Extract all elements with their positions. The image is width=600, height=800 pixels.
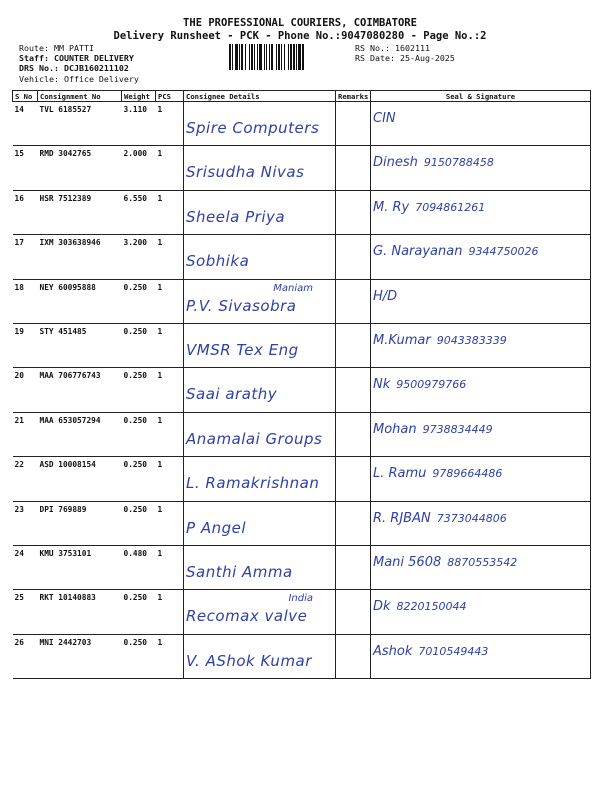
signature-handwriting xyxy=(373,549,588,570)
signature-cell xyxy=(371,102,591,146)
col-consignment-no: Consignment No xyxy=(38,91,122,102)
table-row xyxy=(13,146,591,190)
pcs-cell: 1 xyxy=(156,634,184,678)
signature-handwriting xyxy=(373,283,588,304)
consignee-handwriting: VMSR Tex Eng xyxy=(186,340,299,359)
consignee-cell xyxy=(184,412,336,456)
drs-label: DRS No.: xyxy=(19,63,59,74)
signature-handwriting xyxy=(373,327,588,348)
weight-cell: 3.110 xyxy=(122,102,156,146)
barcode-bar xyxy=(298,44,301,70)
table-row xyxy=(13,412,591,456)
remarks-cell xyxy=(336,412,371,456)
consignee-cell xyxy=(184,235,336,279)
signature-phone: 7010549443 xyxy=(418,644,489,658)
weight-cell: 0.250 xyxy=(122,368,156,412)
consignee-cell xyxy=(184,323,336,367)
signature-phone: 9789664486 xyxy=(432,467,503,481)
document-title: THE PROFESSIONAL COURIERS, COIMBATORE xyxy=(183,17,417,29)
signature-cell xyxy=(371,457,591,501)
signature-cell xyxy=(371,190,591,234)
sno-cell: 24 xyxy=(13,545,38,589)
consignee-handwriting: L. Ramakrishnan xyxy=(186,474,320,493)
consignee-handwriting: V. AShok Kumar xyxy=(186,651,312,670)
table-row xyxy=(13,501,591,545)
signature-text: M. Ry xyxy=(373,199,410,215)
remarks-cell xyxy=(336,190,371,234)
signature-phone: 9344750026 xyxy=(468,245,539,259)
consignee-note: Maniam xyxy=(273,282,313,294)
vehicle-label: Vehicle: xyxy=(19,73,59,84)
remarks-cell xyxy=(336,501,371,545)
signature-text: R. RJBAN xyxy=(373,510,431,526)
col-remarks: Remarks xyxy=(336,91,371,102)
weight-cell: 0.250 xyxy=(122,279,156,323)
barcode-bar xyxy=(302,44,304,70)
consignee-cell xyxy=(184,457,336,501)
sno-cell: 18 xyxy=(13,279,38,323)
consignee-cell xyxy=(184,146,336,190)
consignment-cell: TVL 6185527 xyxy=(38,102,122,146)
consignee-cell xyxy=(184,590,336,634)
consignment-cell: MAA 653057294 xyxy=(38,412,122,456)
signature-text: M.Kumar xyxy=(373,332,431,348)
signature-phone: 7094861261 xyxy=(415,200,486,214)
signature-cell xyxy=(371,368,591,412)
consignee-handwriting: Recomax valve xyxy=(186,607,308,626)
pcs-cell: 1 xyxy=(156,501,184,545)
remarks-cell xyxy=(336,102,371,146)
signature-text: Ashok xyxy=(373,643,413,659)
consignment-cell: RMD 3042765 xyxy=(38,146,122,190)
signature-handwriting xyxy=(373,505,588,526)
barcode-bar xyxy=(266,44,267,70)
consignee-handwriting: Santhi Amma xyxy=(186,562,293,581)
barcode-bar xyxy=(271,44,273,70)
signature-text: CIN xyxy=(373,111,396,126)
staff-label: Staff: xyxy=(19,53,49,64)
consignee-handwriting: Saai arathy xyxy=(186,385,278,404)
weight-cell: 0.250 xyxy=(122,634,156,678)
signature-cell xyxy=(371,412,591,456)
signature-cell xyxy=(371,590,591,634)
signature-cell xyxy=(371,634,591,678)
signature-handwriting xyxy=(373,105,588,126)
drs-line xyxy=(19,63,139,73)
barcode-bar xyxy=(290,44,292,70)
consignee-handwriting: Anamalai Groups xyxy=(186,429,323,448)
sno-cell: 16 xyxy=(13,190,38,234)
table-row xyxy=(13,457,591,501)
consignee-handwriting: Sheela Priya xyxy=(186,207,286,226)
signature-text: G. Narayanan xyxy=(373,244,463,260)
signature-handwriting xyxy=(373,238,588,259)
rs-no-line xyxy=(355,43,455,53)
consignee-handwriting: P Angel xyxy=(186,518,246,537)
barcode-bar xyxy=(296,44,297,70)
pcs-cell: 1 xyxy=(156,190,184,234)
table-row xyxy=(13,545,591,589)
signature-cell xyxy=(371,146,591,190)
signature-handwriting xyxy=(373,593,588,614)
weight-cell: 3.200 xyxy=(122,235,156,279)
remarks-cell xyxy=(336,590,371,634)
consignment-cell: DPI 769889 xyxy=(38,501,122,545)
barcode-bar xyxy=(254,44,255,70)
sno-cell: 22 xyxy=(13,457,38,501)
barcode-bar xyxy=(281,44,282,70)
table-row xyxy=(13,190,591,234)
rs-no-value: 1602111 xyxy=(394,43,430,53)
barcode-bar xyxy=(288,44,289,70)
barcode-bar xyxy=(257,44,258,70)
barcode-bar xyxy=(241,44,243,70)
signature-cell xyxy=(371,545,591,589)
rs-date-label: RS Date: xyxy=(355,53,395,64)
sno-cell: 26 xyxy=(13,634,38,678)
consignee-handwriting: P.V. Sivasobra xyxy=(186,296,297,315)
pcs-cell: 1 xyxy=(156,102,184,146)
consignee-cell xyxy=(184,501,336,545)
pcs-cell: 1 xyxy=(156,590,184,634)
consignee-cell xyxy=(184,545,336,589)
vehicle-value: Office Delivery xyxy=(63,73,139,84)
barcode-bar xyxy=(293,44,295,70)
signature-text: H/D xyxy=(373,288,398,304)
remarks-cell xyxy=(336,545,371,589)
consignment-cell: ASD 10008154 xyxy=(38,457,122,501)
runsheet-meta-left xyxy=(19,43,139,84)
consignee-handwriting: Sobhika xyxy=(186,252,250,271)
consignment-cell: RKT 10140883 xyxy=(38,590,122,634)
sno-cell: 25 xyxy=(13,590,38,634)
signature-phone: 9738834449 xyxy=(422,422,493,436)
consignment-cell: HSR 7512389 xyxy=(38,190,122,234)
table-row xyxy=(13,634,591,678)
table-row xyxy=(13,235,591,279)
remarks-cell xyxy=(336,457,371,501)
weight-cell: 0.250 xyxy=(122,457,156,501)
runsheet-meta-right xyxy=(355,43,455,63)
col-pcs: PCS xyxy=(156,91,184,102)
consignee-cell xyxy=(184,102,336,146)
table-row xyxy=(13,368,591,412)
barcode-bar xyxy=(232,44,233,70)
weight-cell: 6.550 xyxy=(122,190,156,234)
sno-cell: 14 xyxy=(13,102,38,146)
consignment-cell: NEY 60095888 xyxy=(38,279,122,323)
consignment-cell: IXM 303638946 xyxy=(38,235,122,279)
signature-handwriting xyxy=(373,416,588,437)
rs-date-line xyxy=(355,53,455,63)
barcode-bar xyxy=(239,44,240,70)
remarks-cell xyxy=(336,146,371,190)
signature-phone: 9500979766 xyxy=(396,378,467,392)
staff-line xyxy=(19,53,139,63)
weight-cell: 0.480 xyxy=(122,545,156,589)
consignee-handwriting: Spire Computers xyxy=(186,119,320,137)
weight-cell: 0.250 xyxy=(122,590,156,634)
consignment-cell: MAA 706776743 xyxy=(38,368,122,412)
barcode-bar xyxy=(284,44,285,70)
rs-date-value: 25-Aug-2025 xyxy=(399,53,455,64)
document-subtitle: Delivery Runsheet - PCK - Phone No.:9047080280 - Page No.:2 xyxy=(113,30,487,42)
table-header-row xyxy=(13,91,591,102)
signature-handwriting xyxy=(373,371,588,392)
signature-phone: 7373044806 xyxy=(436,511,507,525)
signature-text: Nk xyxy=(373,377,391,393)
consignment-cell: STY 451485 xyxy=(38,323,122,367)
signature-text: Mani 5608 xyxy=(373,554,442,570)
barcode-bar xyxy=(249,44,250,70)
sno-cell: 19 xyxy=(13,323,38,367)
signature-cell xyxy=(371,323,591,367)
col-consignee-details: Consignee Details xyxy=(184,91,336,102)
signature-cell xyxy=(371,235,591,279)
signature-phone: 9150788458 xyxy=(423,156,494,170)
pcs-cell: 1 xyxy=(156,457,184,501)
weight-cell: 2.000 xyxy=(122,146,156,190)
barcode-bar xyxy=(264,44,265,70)
staff-value: COUNTER DELIVERY xyxy=(53,53,134,64)
signature-phone: 8870553542 xyxy=(447,555,518,569)
remarks-cell xyxy=(336,634,371,678)
route-line xyxy=(19,43,139,53)
consignee-cell xyxy=(184,634,336,678)
signature-phone: 8220150044 xyxy=(396,600,467,614)
pcs-cell: 1 xyxy=(156,323,184,367)
barcode-bar xyxy=(251,44,253,70)
signature-handwriting xyxy=(373,638,588,659)
signature-text: Dk xyxy=(373,599,391,615)
table-row xyxy=(13,323,591,367)
pcs-cell: 1 xyxy=(156,545,184,589)
route-value: MM PATTI xyxy=(53,43,94,53)
weight-cell: 0.250 xyxy=(122,412,156,456)
sno-cell: 17 xyxy=(13,235,38,279)
col-seal-signature: Seal & Signature xyxy=(371,91,591,102)
barcode-bar xyxy=(276,44,277,70)
consignee-handwriting: Srisudha Nivas xyxy=(186,163,305,182)
pcs-cell: 1 xyxy=(156,412,184,456)
runsheet-table xyxy=(12,90,591,679)
sno-cell: 20 xyxy=(13,368,38,412)
remarks-cell xyxy=(336,368,371,412)
signature-handwriting xyxy=(373,194,588,215)
barcode-bar xyxy=(235,44,238,70)
signature-text: Mohan xyxy=(373,421,417,437)
rs-no-label: RS No.: xyxy=(355,43,390,53)
remarks-cell xyxy=(336,235,371,279)
barcode-bar xyxy=(269,44,270,70)
route-label: Route: xyxy=(19,43,49,53)
signature-text: L. Ramu xyxy=(373,466,427,482)
sno-cell: 21 xyxy=(13,412,38,456)
weight-cell: 0.250 xyxy=(122,501,156,545)
barcode-bar xyxy=(245,44,246,70)
sno-cell: 15 xyxy=(13,146,38,190)
barcode-bar xyxy=(259,44,262,70)
col-weight: Weight xyxy=(122,91,156,102)
sno-cell: 23 xyxy=(13,501,38,545)
consignee-cell xyxy=(184,279,336,323)
signature-handwriting xyxy=(373,149,588,170)
vehicle-line xyxy=(19,74,139,84)
table-row xyxy=(13,102,591,146)
consignment-cell: MNI 2442703 xyxy=(38,634,122,678)
pcs-cell: 1 xyxy=(156,235,184,279)
barcode-bar xyxy=(229,44,231,70)
drs-value: DCJB160211102 xyxy=(63,63,129,74)
signature-handwriting xyxy=(373,460,588,481)
remarks-cell xyxy=(336,323,371,367)
pcs-cell: 1 xyxy=(156,146,184,190)
table-row xyxy=(13,590,591,634)
signature-text: Dinesh xyxy=(373,155,418,171)
weight-cell: 0.250 xyxy=(122,323,156,367)
consignment-cell: KMU 3753101 xyxy=(38,545,122,589)
barcode-image xyxy=(229,44,351,70)
barcode-bar xyxy=(278,44,280,70)
signature-cell xyxy=(371,501,591,545)
pcs-cell: 1 xyxy=(156,279,184,323)
consignee-cell xyxy=(184,368,336,412)
consignee-note: India xyxy=(288,593,313,605)
pcs-cell: 1 xyxy=(156,368,184,412)
consignee-cell xyxy=(184,190,336,234)
table-row xyxy=(13,279,591,323)
signature-phone: 9043383339 xyxy=(436,333,507,347)
col-sno: S No xyxy=(13,91,38,102)
signature-cell xyxy=(371,279,591,323)
remarks-cell xyxy=(336,279,371,323)
